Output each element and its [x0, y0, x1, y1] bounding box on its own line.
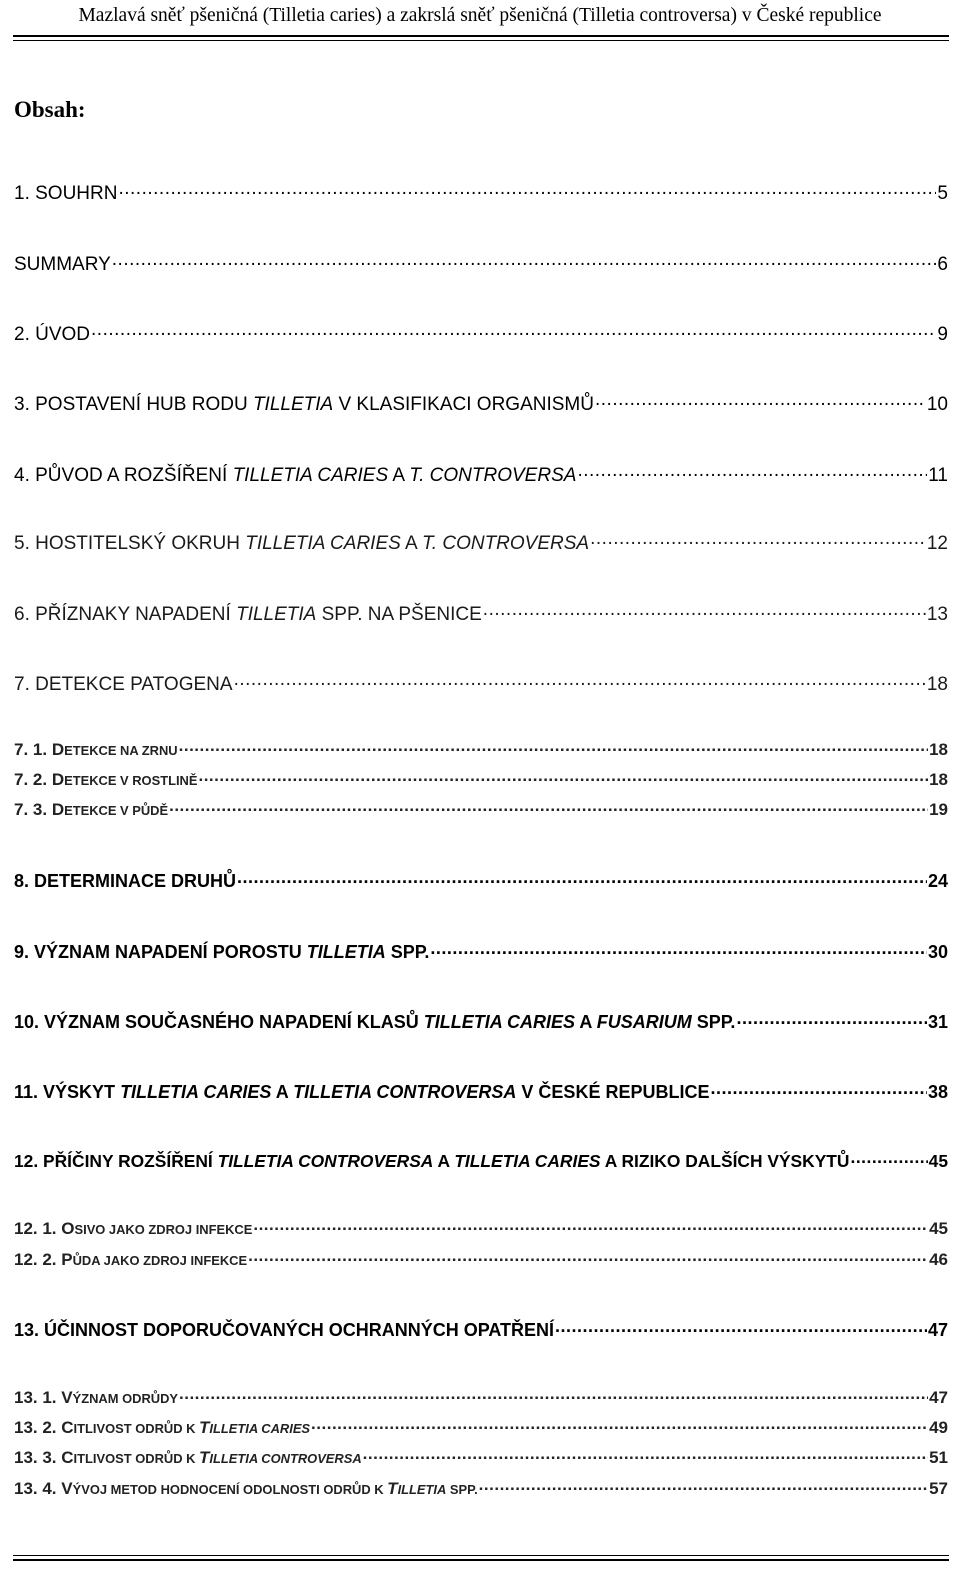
toc-entry-12[interactable]: 12. PŘÍČINY ROZŠÍŘENÍ TILLETIA CONTROVERSA A TILLETIA CARIES A RIZIKO DALŠÍCH VÝSKYTŮ ..... 45: [14, 1150, 948, 1171]
dot-leader: [595, 391, 926, 410]
dot-leader: [430, 940, 927, 958]
toc-entry-7-1[interactable]: 7. 1. DETEKCE NA ZRNU ..... 18: [14, 738, 948, 758]
toc-entry-9[interactable]: 9. VÝZNAM NAPADENÍ POROSTU TILLETIA SPP. ..... 30: [14, 940, 948, 961]
dot-leader: [363, 1446, 928, 1463]
dot-leader: [590, 530, 926, 549]
toc-entry-4[interactable]: 4. PŮVOD A ROZŠÍŘENÍ TILLETIA CARIES A T. CONTROVERSA ..... 11: [14, 462, 948, 485]
dot-leader: [479, 1477, 928, 1494]
header-rule: [13, 35, 949, 41]
page-number: 9: [937, 324, 948, 345]
page-number: 49: [929, 1418, 948, 1437]
toc-entry-7[interactable]: 7. DETEKCE PATOGENA ..... 18: [14, 671, 948, 694]
page-number: 30: [927, 942, 948, 962]
page-number: 18: [926, 674, 948, 695]
toc-entry-13[interactable]: 13. ÚČINNOST DOPORUČOVANÝCH OCHRANNÝCH OPATŘENÍ ..... 47: [14, 1318, 948, 1339]
toc-entry-7-2[interactable]: 7. 2. DETEKCE V ROSTLINĚ ..... 18: [14, 768, 948, 788]
page-number: 45: [929, 1219, 948, 1238]
dot-leader: [179, 1386, 928, 1403]
dot-leader: [248, 1248, 928, 1265]
dot-leader: [118, 180, 936, 199]
page-number: 13: [926, 604, 948, 625]
page-number: 19: [929, 800, 948, 819]
toc-entry-8[interactable]: 8. DETERMINACE DRUHŮ ..... 24: [14, 869, 948, 890]
dot-leader: [483, 601, 926, 620]
page-number: 38: [927, 1082, 948, 1102]
dot-leader: [311, 1416, 928, 1433]
dot-leader: [851, 1150, 928, 1167]
toc-entry-5[interactable]: 5. HOSTITELSKÝ OKRUH TILLETIA CARIES A T. CONTROVERSA ..... 12: [14, 530, 948, 553]
page-number: 47: [929, 1388, 948, 1407]
dot-leader: [198, 768, 928, 785]
dot-leader: [736, 1010, 927, 1028]
page-number: 18: [929, 770, 948, 789]
toc-entry-13-3[interactable]: 13. 3. CITLIVOST ODRŮD K TILLETIA CONTROVERSA ..... 51: [14, 1446, 948, 1466]
dot-leader: [577, 462, 927, 481]
toc-entry-12-2[interactable]: 12. 2. PŮDA JAKO ZDROJ INFEKCE ..... 46: [14, 1248, 948, 1268]
page-number: 46: [929, 1250, 948, 1269]
page-number: 5: [937, 183, 948, 204]
page-number: 18: [929, 740, 948, 759]
page-number: 57: [929, 1479, 948, 1498]
toc-entry-13-1[interactable]: 13. 1. VÝZNAM ODRŮDY ..... 47: [14, 1386, 948, 1406]
page-number: 45: [928, 1151, 948, 1172]
page-number: 47: [927, 1320, 948, 1340]
dot-leader: [169, 798, 928, 815]
toc-entry-7-3[interactable]: 7. 3. DETEKCE V PŮDĚ ..... 19: [14, 798, 948, 818]
toc-entry-6[interactable]: 6. PŘÍZNAKY NAPADENÍ TILLETIA SPP. NA PŠENICE ..... 13: [14, 601, 948, 624]
dot-leader: [179, 738, 928, 755]
dot-leader: [112, 251, 937, 270]
page-number: 51: [929, 1448, 948, 1467]
toc-entry-1[interactable]: 1. SOUHRN ..... 5: [14, 180, 948, 203]
page-number: 11: [928, 465, 948, 486]
page-number: 24: [927, 871, 948, 891]
toc-entry-13-2[interactable]: 13. 2. CITLIVOST ODRŮD K TILLETIA CARIES ..... 49: [14, 1416, 948, 1436]
toc-entry-2[interactable]: 2. ÚVOD ..... 9: [14, 321, 948, 344]
dot-leader: [234, 671, 926, 690]
toc-entry-3[interactable]: 3. POSTAVENÍ HUB RODU TILLETIA V KLASIFIKACI ORGANISMŮ ..... 10: [14, 391, 948, 414]
dot-leader: [237, 869, 927, 887]
dot-leader: [710, 1080, 927, 1098]
toc-entry-10[interactable]: 10. VÝZNAM SOUČASNÉHO NAPADENÍ KLASŮ TILLETIA CARIES A FUSARIUM SPP. ..... 31: [14, 1010, 948, 1031]
dot-leader: [555, 1318, 927, 1336]
page-number: 10: [926, 394, 948, 415]
toc-title: Obsah:: [14, 97, 86, 122]
toc-entry-11[interactable]: 11. VÝSKYT TILLETIA CARIES A TILLETIA CONTROVERSA V ČESKÉ REPUBLICE ..... 38: [14, 1080, 948, 1101]
dot-leader: [253, 1217, 928, 1234]
running-header: Mazlavá sněť pšeničná (Tilletia caries) a zakrslá sněť pšeničná (Tilletia controversa) v České republice: [78, 5, 882, 26]
toc-entry-13-4[interactable]: 13. 4. VÝVOJ METOD HODNOCENÍ ODOLNOSTI ODRŮD K TILLETIA SPP. ..... 57: [14, 1477, 948, 1497]
toc-entry-12-1[interactable]: 12. 1. OSIVO JAKO ZDROJ INFEKCE ..... 45: [14, 1217, 948, 1237]
footer-rule: [13, 1555, 949, 1561]
page-number: 6: [937, 254, 948, 275]
toc-entry-summary[interactable]: SUMMARY ..... 6: [14, 251, 948, 274]
dot-leader: [91, 321, 936, 340]
page-number: 12: [926, 533, 948, 554]
page-number: 31: [927, 1012, 948, 1032]
